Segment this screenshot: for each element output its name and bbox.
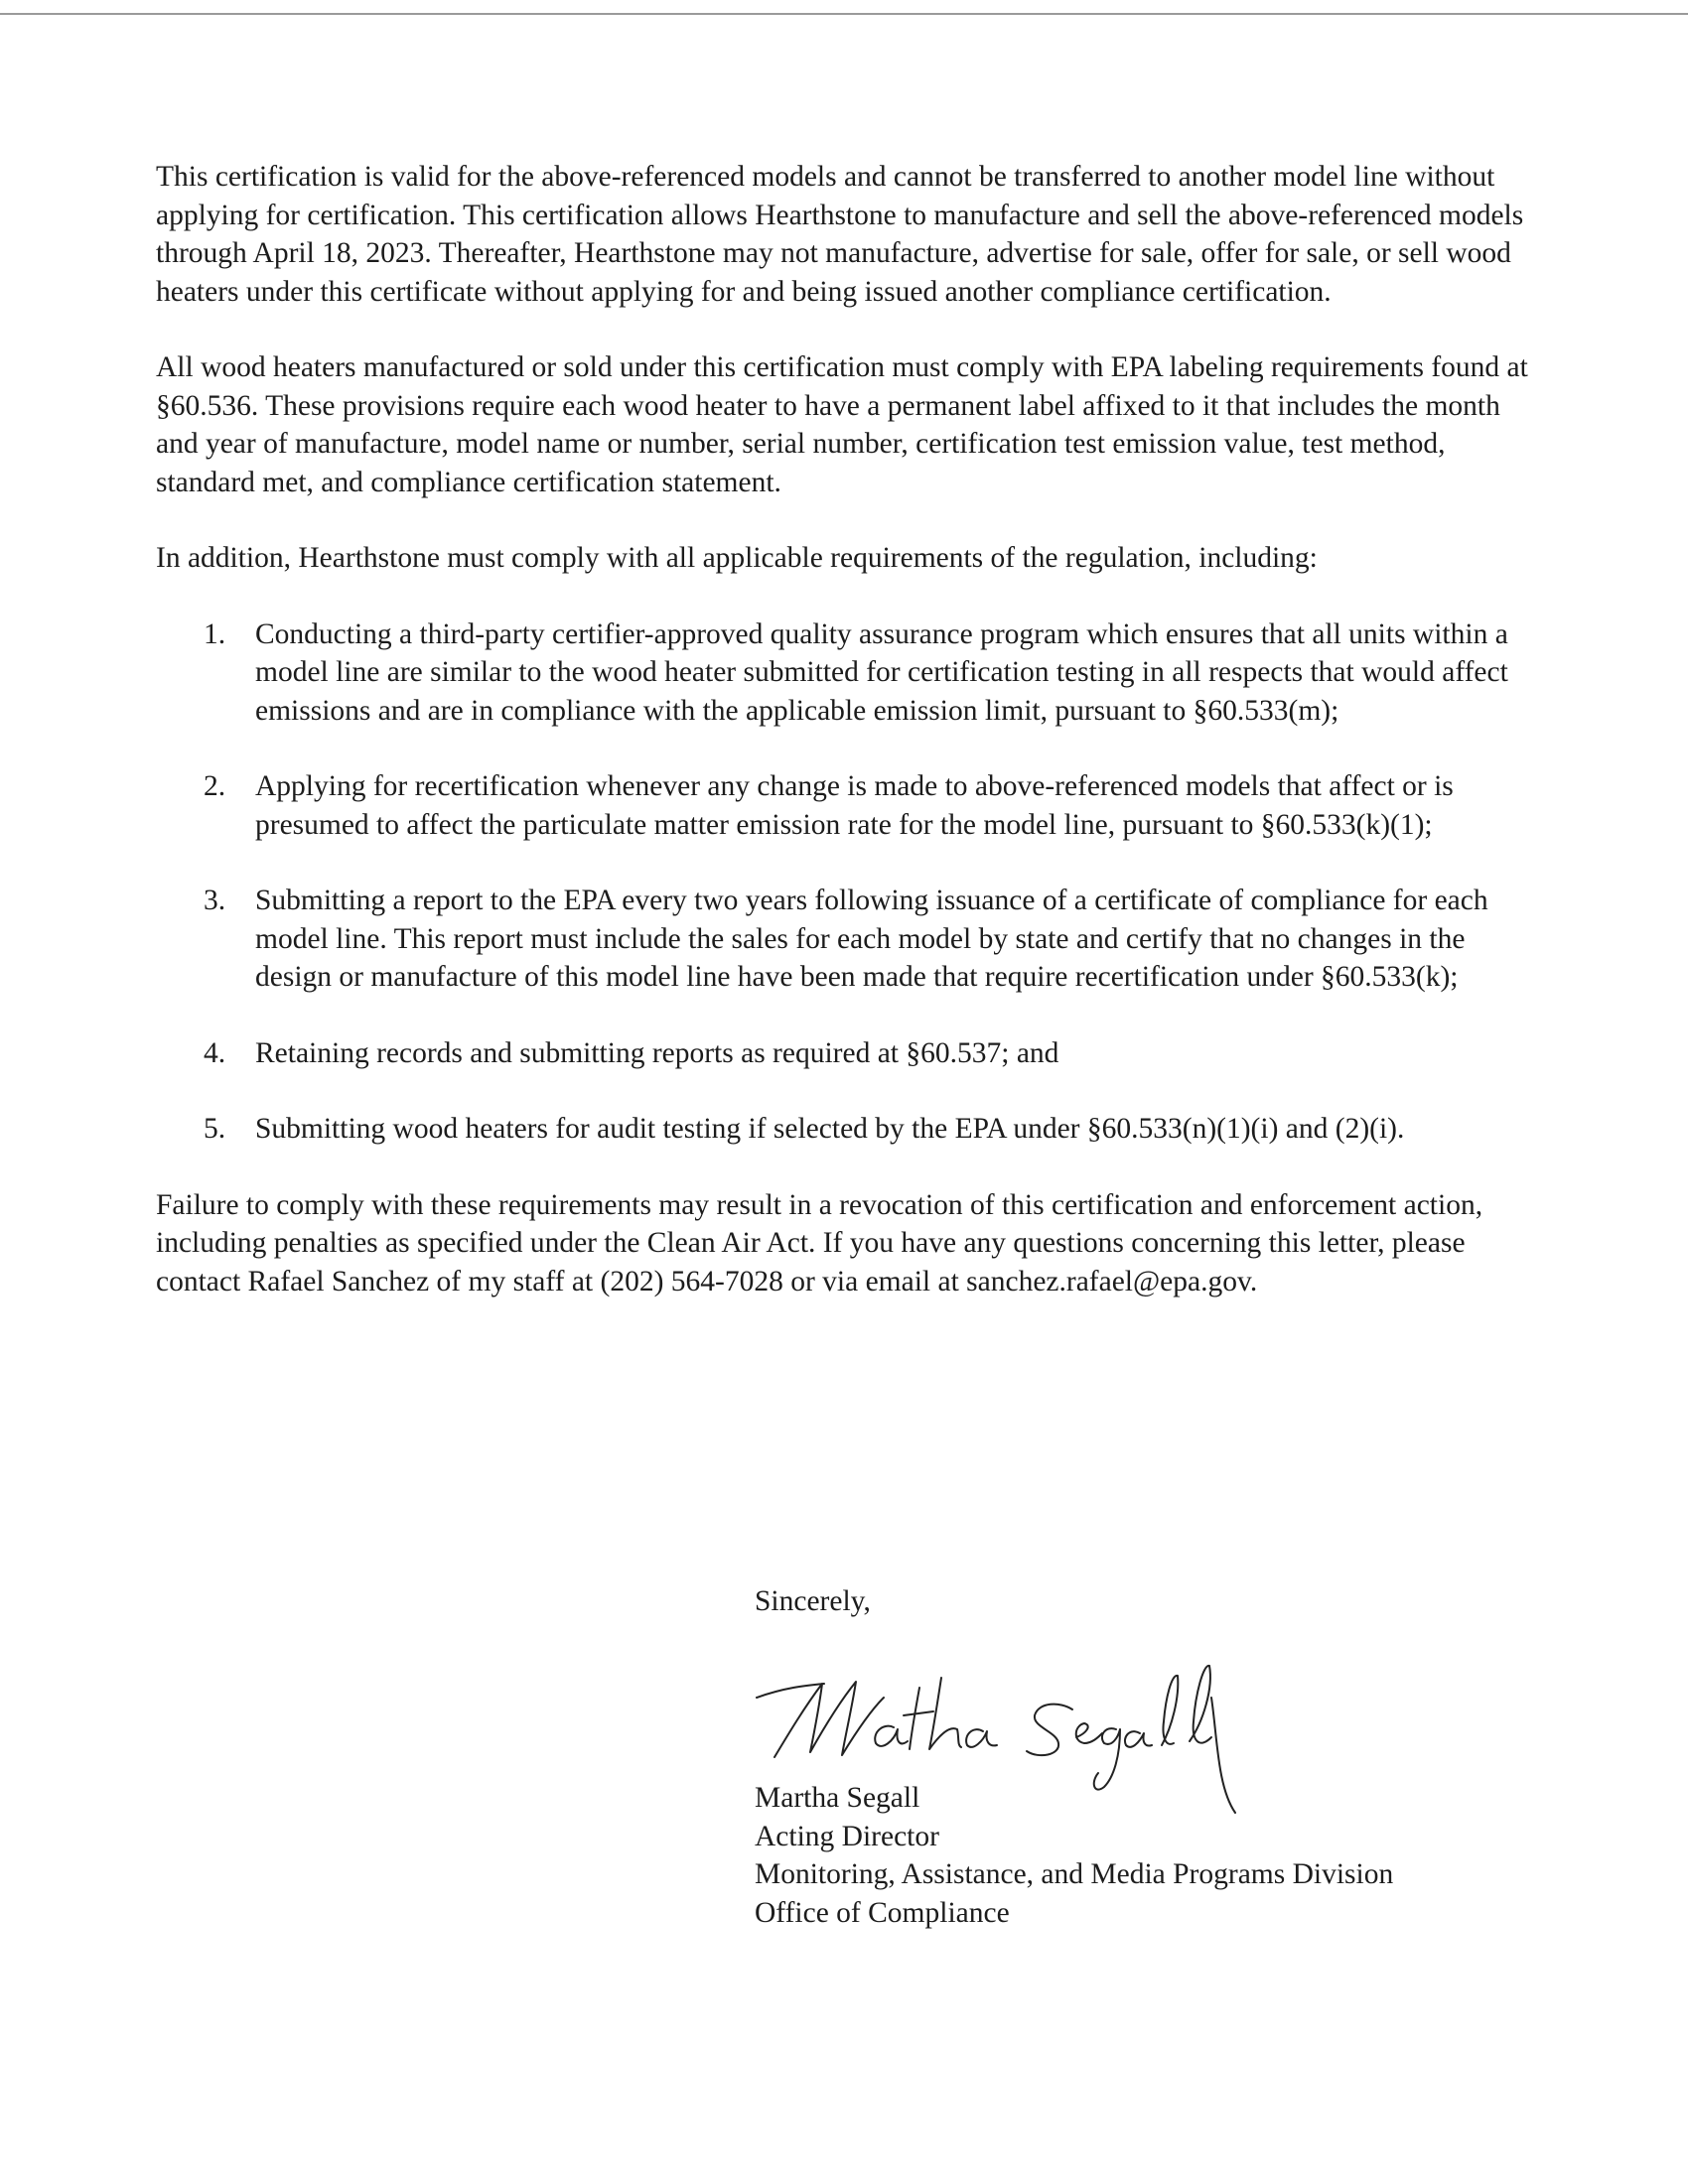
- requirement-text: Applying for recertification whenever any change is made to above-referenced models that affect or is presumed to affect the particulate matter emission rate for the model line, pursuant to §60.533(k)(1);: [255, 770, 1454, 841]
- valediction-text: Sincerely,: [755, 1585, 871, 1617]
- signature-block: [755, 1779, 1393, 1932]
- signatory-name: Martha Segall: [755, 1782, 920, 1814]
- requirement-item: [156, 1110, 1546, 1149]
- requirement-number: 2.: [204, 770, 226, 802]
- requirement-item: [156, 882, 1546, 997]
- letter-body: [156, 158, 1546, 1338]
- requirement-number: 1.: [204, 617, 226, 650]
- requirements-list: [156, 615, 1546, 1149]
- additional-requirements-intro: In addition, Hearthstone must comply with all applicable requirements of the regulation, including:: [156, 542, 1318, 574]
- requirement-number: 3.: [204, 885, 226, 916]
- requirement-text: Submitting a report to the EPA every two years following issuance of a certificate of compliance for each model line. This report must include the sales for each model by state and certify that no changes in the design or manufacture of this model line have been made that require recertification under §60.533(k);: [255, 885, 1488, 993]
- signatory-division: Monitoring, Assistance, and Media Programs Division: [755, 1858, 1394, 1890]
- certification-validity-paragraph: This certification is valid for the above-referenced models and cannot be transferred to another model line without applying for certification. This certification allows Hearthstone to manufacture and sell the above-referenced models through April 18, 2023. Thereafter, Hearthstone may not manufacture, advertise for sale, offer for sale, or sell wood heaters under this certificate without applying for and being issued another compliance certification.: [156, 161, 1524, 308]
- requirement-text: Retaining records and submitting reports as required at §60.537; and: [255, 1036, 1059, 1069]
- valediction: [755, 1582, 871, 1621]
- signatory-office: Office of Compliance: [755, 1896, 1010, 1929]
- requirement-item: [156, 767, 1546, 844]
- signatory-title: Acting Director: [755, 1820, 939, 1852]
- requirement-text: Conducting a third-party certifier-approved quality assurance program which ensures that all units within a model line are similar to the wood heater submitted for certification testing in all respects that would affect emissions and are in compliance with the applicable emission limit, pursuant to §60.533(m);: [255, 617, 1508, 727]
- requirement-item: [156, 615, 1546, 731]
- page-top-rule: [0, 13, 1688, 15]
- requirement-number: 5.: [204, 1113, 226, 1145]
- labeling-requirements-paragraph: All wood heaters manufactured or sold under this certification must comply with EPA labeling requirements found at §60.536. These provisions require each wood heater to have a permanent label affixed to it that includes the month and year of manufacture, model name or number, serial number, certification test emission value, test method, standard met, and compliance certification statement.: [156, 351, 1528, 498]
- requirement-text: Submitting wood heaters for audit testing if selected by the EPA under §60.533(n)(1)(i) and (2)(i).: [255, 1113, 1405, 1145]
- requirement-number: 4.: [204, 1036, 226, 1069]
- closing-paragraph: Failure to comply with these requirements may result in a revocation of this certification and enforcement action, including penalties as specified under the Clean Air Act. If you have any questions concerning this letter, please contact Rafael Sanchez of my staff at (202) 564-7028 or via email at sanchez.rafael@epa.gov.: [156, 1188, 1483, 1297]
- requirement-item: [156, 1034, 1546, 1073]
